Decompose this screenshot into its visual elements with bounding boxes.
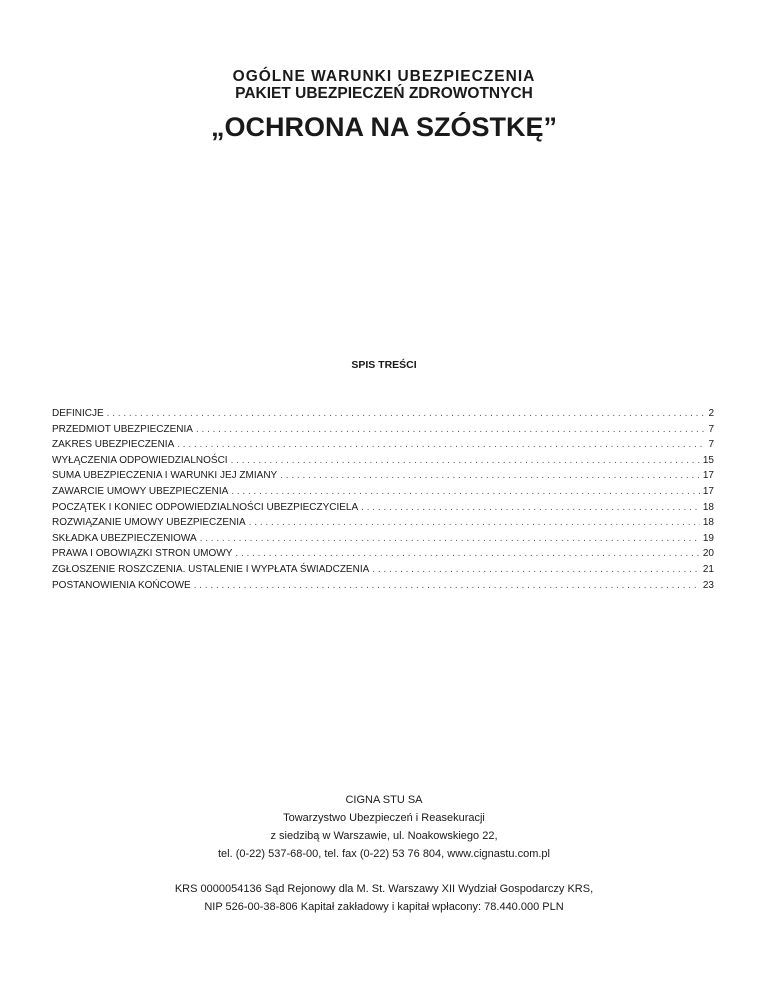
footer-line-6: NIP 526-00-38-806 Kapitał zakładowy i kapitał wpłacony: 78.440.000 PLN [204, 901, 564, 913]
toc-entry[interactable] [52, 531, 714, 547]
toc-leader-dots [231, 453, 700, 469]
toc-entry[interactable] [52, 546, 714, 562]
toc-entry[interactable] [52, 484, 714, 500]
toc-entry-label: POCZĄTEK I KONIEC ODPOWIEDZIALNOŚCI UBEZPIECZYCIELA [52, 501, 359, 513]
toc-leader-dots [249, 515, 700, 531]
toc-entry[interactable] [52, 578, 714, 594]
toc-entry[interactable] [52, 500, 714, 516]
toc-entry-page: 7 [708, 439, 714, 451]
toc-entry-label: ZGŁOSZENIE ROSZCZENIA. USTALENIE I WYPŁATA ŚWIADCZENIA [52, 563, 370, 575]
footer-line-4: tel. (0-22) 537-68-00, tel. fax (0-22) 53 76 804, www.cignastu.com.pl [217, 848, 550, 860]
toc-leader-dots [280, 468, 700, 484]
toc-entry-label: WYŁĄCZENIA ODPOWIEDZIALNOŚCI [52, 454, 228, 466]
toc-entry[interactable] [52, 406, 714, 422]
toc-entry-page: 20 [702, 548, 714, 560]
toc-leader-dots [361, 500, 700, 516]
footer-line-5: KRS 0000054136 Sąd Rejonowy dla M. St. Warszawy XII Wydział Gospodarczy KRS, [174, 883, 594, 895]
toc-entry[interactable] [52, 515, 714, 531]
footer-line-2: Towarzystwo Ubezpieczeń i Reasekuracji [283, 812, 485, 824]
footer [0, 791, 768, 916]
footer-line-3: z siedzibą w Warszawie, ul. Noakowskiego 22, [270, 830, 498, 842]
toc-leader-dots [235, 546, 699, 562]
toc-entry[interactable] [52, 453, 714, 469]
toc-entry-label: PRAWA I OBOWIĄZKI STRON UMOWY [52, 548, 233, 560]
toc-entry-page: 17 [702, 485, 714, 497]
toc-entry-page: 19 [702, 532, 714, 544]
toc-entry-page: 23 [702, 579, 714, 591]
document-title: „OCHRONA NA SZÓSTKĘ” [210, 112, 557, 142]
toc-leader-dots [107, 406, 706, 422]
toc-title: SPIS TREŚCI [351, 359, 417, 371]
toc-entry-page: 18 [702, 517, 714, 529]
toc-entry-page: 21 [702, 563, 714, 575]
toc-entry-page: 17 [702, 470, 714, 482]
toc-leader-dots [372, 562, 700, 578]
toc-entry-label: SKŁADKA UBEZPIECZENIOWA [52, 532, 197, 544]
toc-entry-label: ZAKRES UBEZPIECZENIA [52, 439, 175, 451]
toc-entry-page: 15 [702, 454, 714, 466]
toc-entry[interactable] [52, 437, 714, 453]
toc-leader-dots [177, 437, 705, 453]
toc-entry-label: POSTANOWIENIA KOŃCOWE [52, 579, 191, 591]
table-of-contents [52, 406, 714, 593]
header-line-1: OGÓLNE WARUNKI UBEZPIECZENIA [232, 68, 536, 85]
toc-entry-page: 18 [702, 501, 714, 513]
toc-entry[interactable] [52, 562, 714, 578]
toc-leader-dots [194, 578, 700, 594]
toc-entry-label: DEFINICJE [52, 408, 104, 419]
toc-leader-dots [196, 422, 705, 438]
footer-company: CIGNA STU SA [345, 794, 423, 806]
toc-entry-label: PRZEDMIOT UBEZPIECZENIA [52, 423, 193, 435]
toc-entry-label: ROZWIĄZANIE UMOWY UBEZPIECZENIA [52, 517, 246, 529]
toc-entry[interactable] [52, 468, 714, 484]
toc-entry-page: 7 [708, 423, 714, 435]
toc-leader-dots [231, 484, 700, 500]
toc-leader-dots [200, 531, 700, 547]
toc-entry-label: SUMA UBEZPIECZENIA I WARUNKI JEJ ZMIANY [52, 470, 278, 482]
header-line-2: PAKIET UBEZPIECZEŃ ZDROWOTNYCH [235, 85, 533, 102]
toc-entry-label: ZAWARCIE UMOWY UBEZPIECZENIA [52, 485, 229, 497]
toc-entry[interactable] [52, 422, 714, 438]
document-header [0, 68, 768, 143]
toc-entry-page: 2 [708, 408, 714, 419]
